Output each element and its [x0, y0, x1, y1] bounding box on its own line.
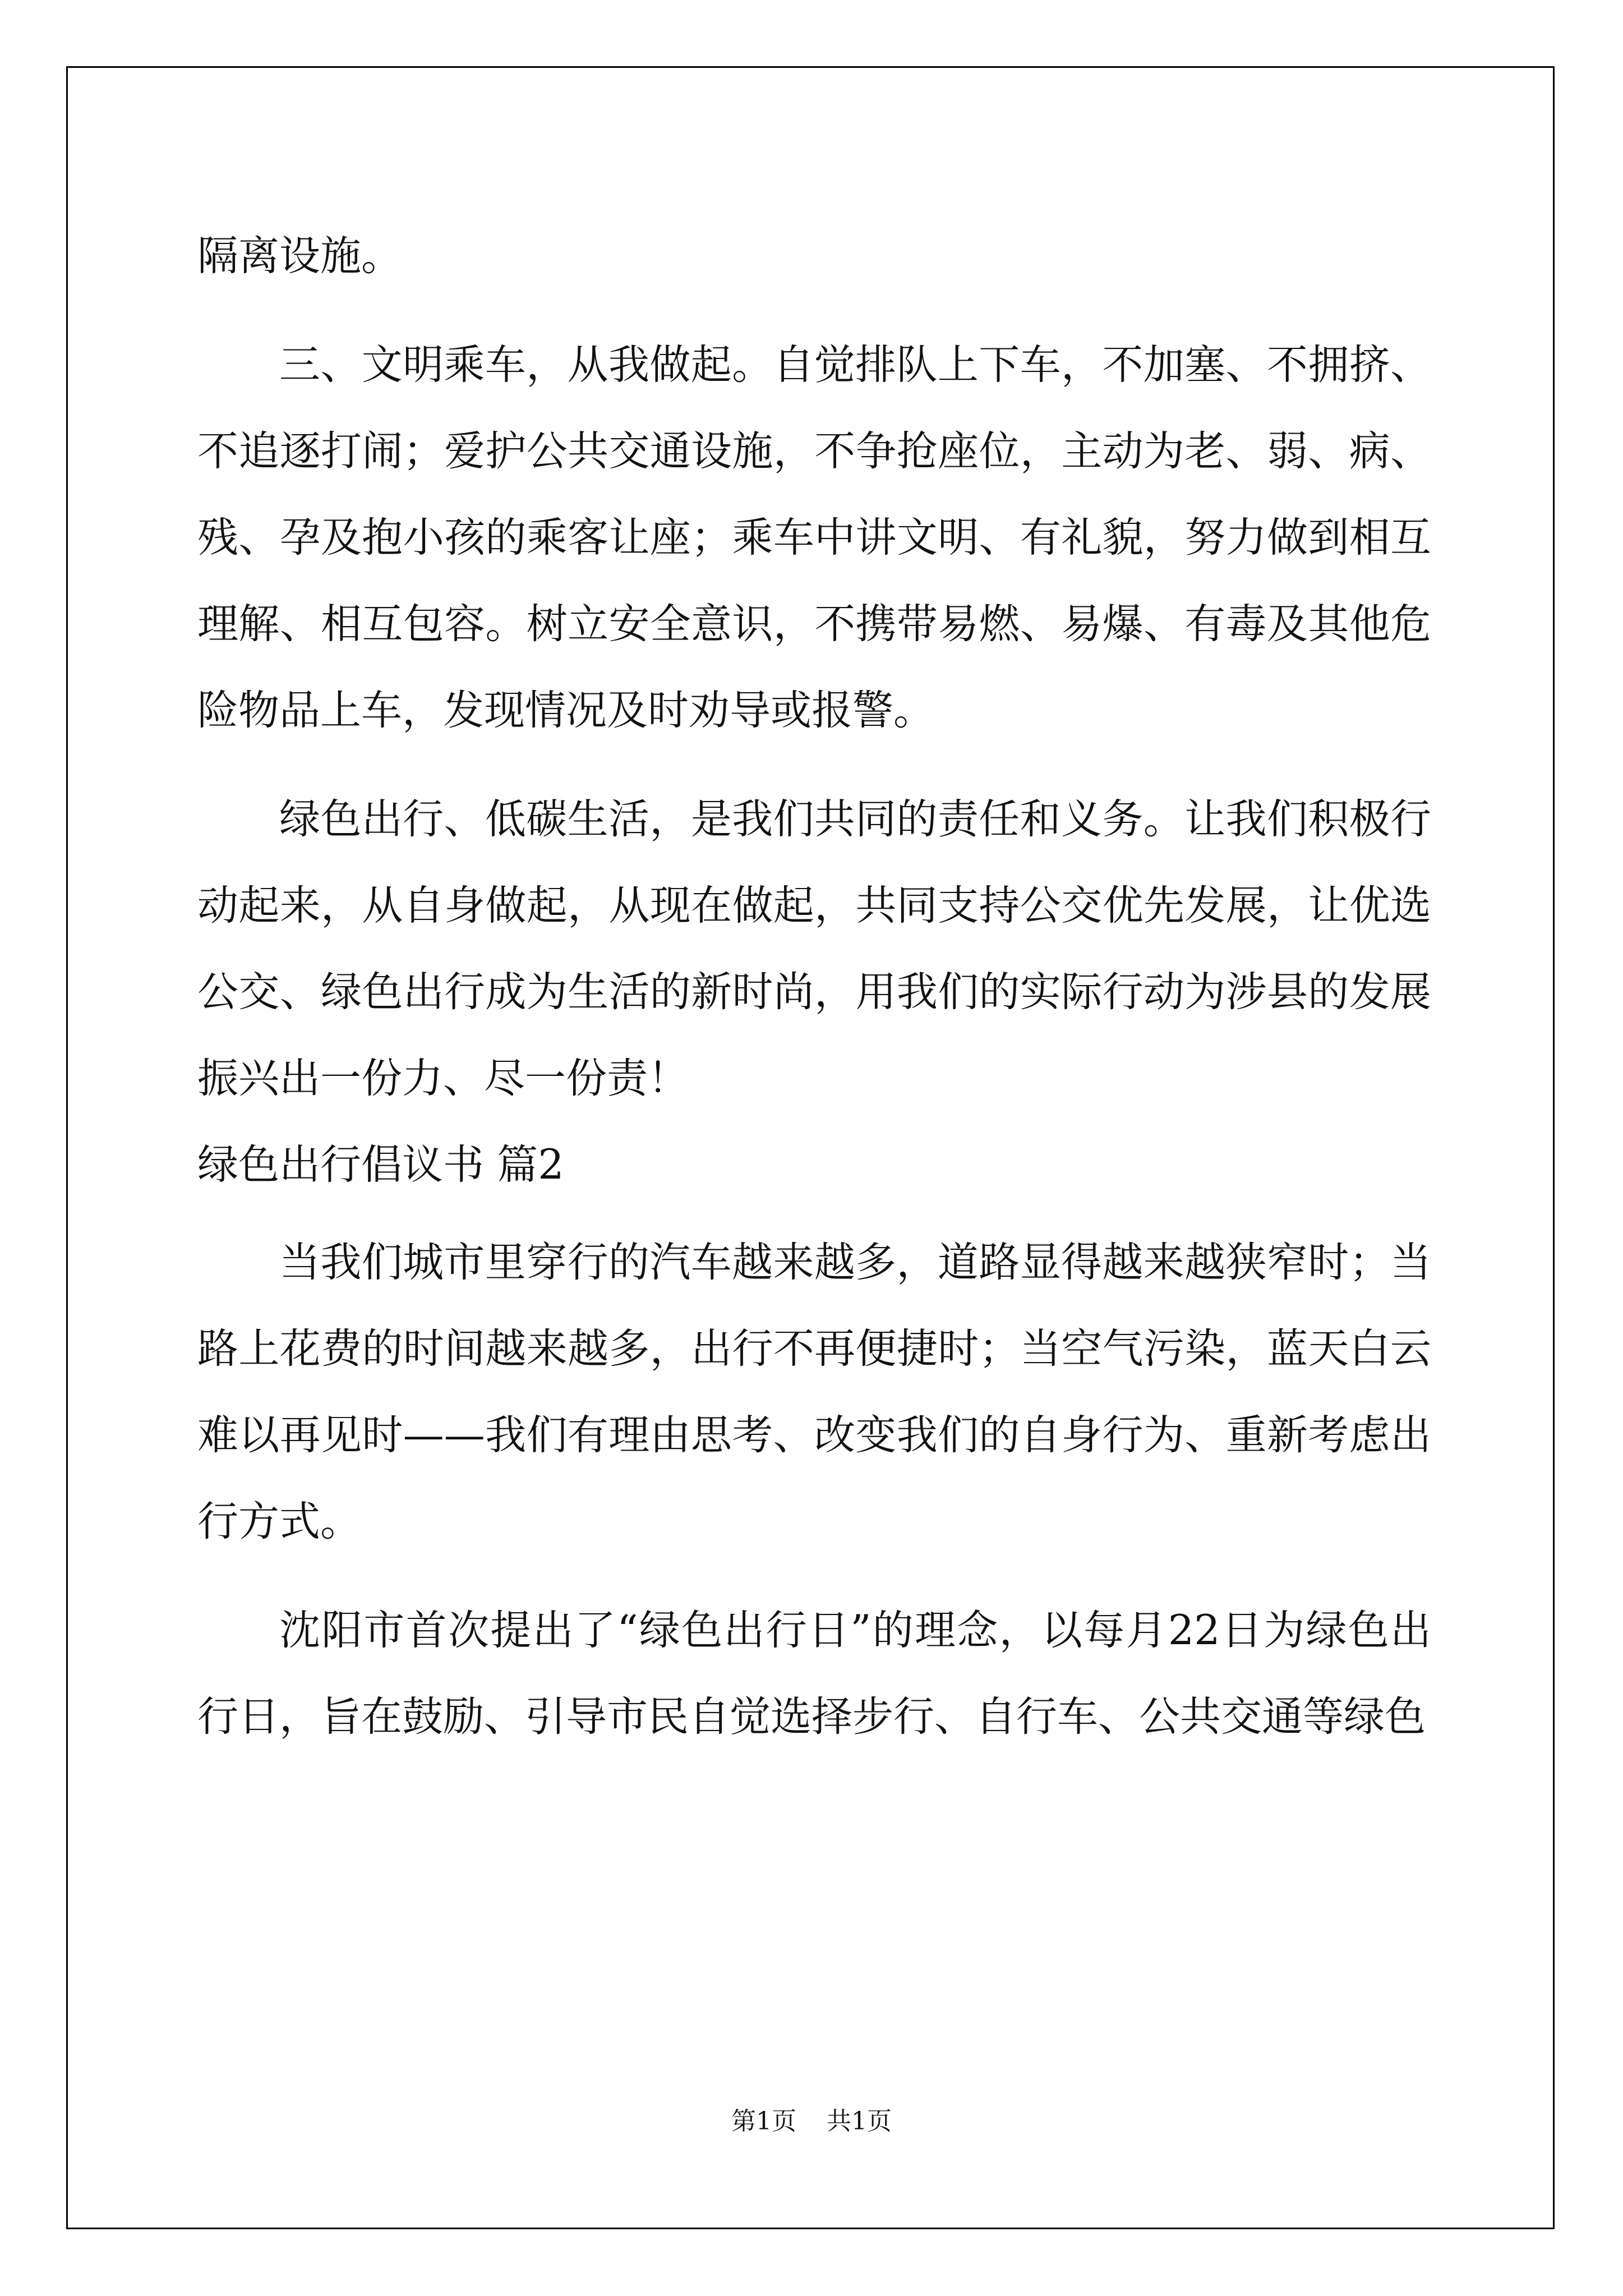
paragraph-civilized-riding: 三、文明乘车，从我做起。自觉排队上下车，不加塞、不拥挤、不追逐打闹；爱护公共交通设施，不争抢座位，主动为老、弱、病、残、孕及抱小孩的乘客让座；乘车中讲文明、有礼貌，努力做到相互理解、相互包容。树立安全意识，不携带易燃、易爆、有毒及其他危险物品上车，发现情况及时劝导或报警。: [197, 341, 1431, 734]
paragraph-continuation: 隔离设施。: [197, 232, 402, 280]
document-body: [197, 213, 1431, 1760]
paragraph-city-traffic: 当我们城市里穿行的汽车越来越多，道路显得越来越狭窄时；当路上花费的时间越来越多，出行不再便捷时；当空气污染，蓝天白云难以再见时——我们有理由思考、改变我们的自身行为、重新考虑出行方式。: [197, 1239, 1431, 1545]
page-footer: 第1页 共1页: [731, 2107, 892, 2136]
section-heading: 绿色出行倡议书 篇2: [197, 1141, 564, 1189]
paragraph-shenyang-green-day: 沈阳市首次提出了“绿色出行日”的理念，以每月22日为绿色出行日，旨在鼓励、引导市民自觉选择步行、自行车、公共交通等绿色: [197, 1607, 1431, 1741]
paragraph-green-travel-call: 绿色出行、低碳生活，是我们共同的责任和义务。让我们积极行动起来，从自身做起，从现在做起，共同支持公交优先发展，让优选公交、绿色出行成为生活的新时尚，用我们的实际行动为涉县的发展振兴出一份力、尽一份责！: [197, 795, 1431, 1102]
